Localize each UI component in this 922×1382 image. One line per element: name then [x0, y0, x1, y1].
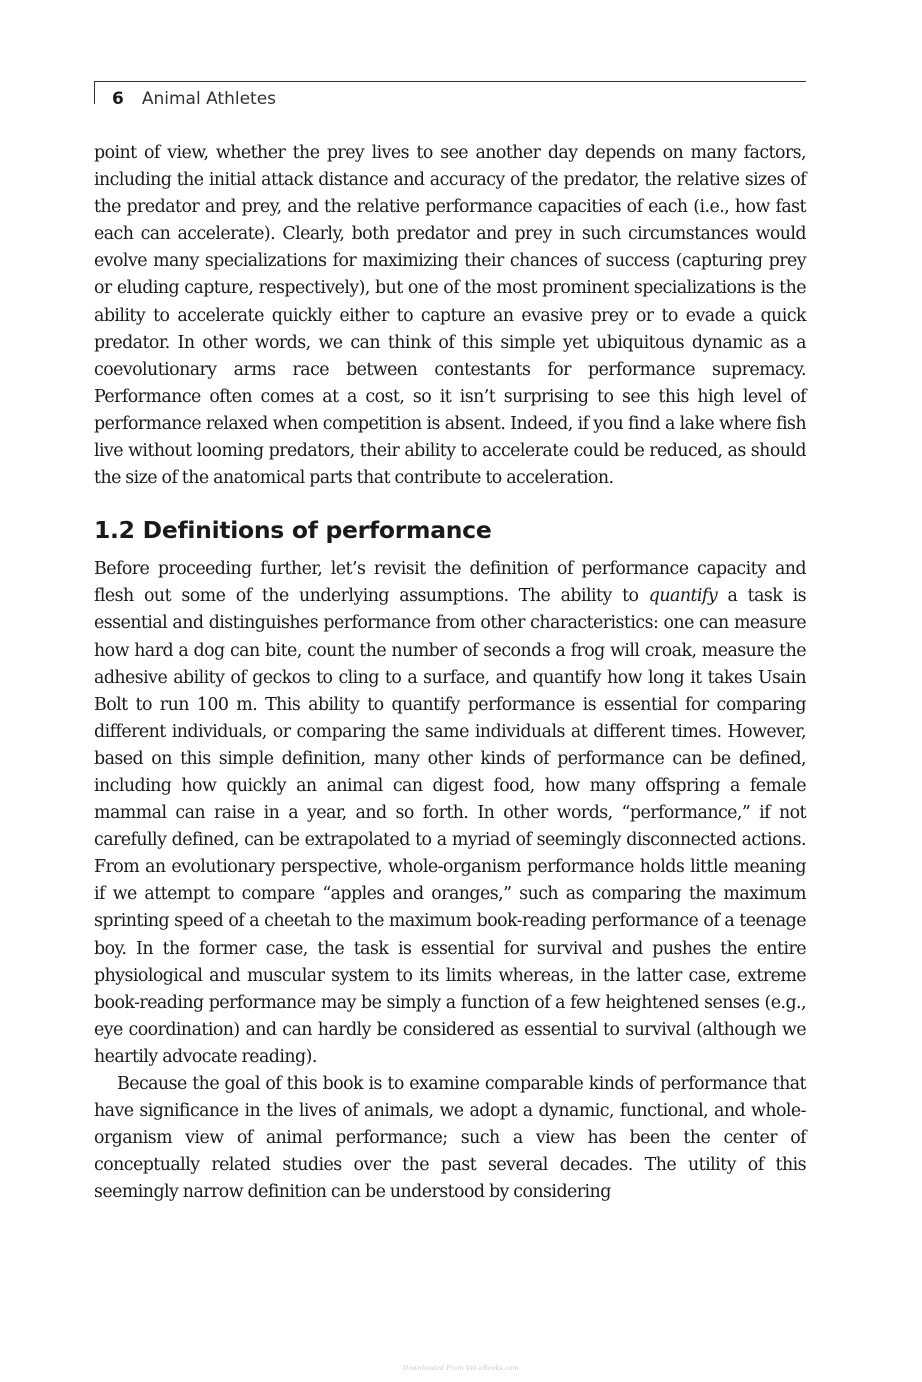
paragraph-goal: Because the goal of this book is to examine comparable kinds of performance that have significance in the lives of animals, we adopt a dynamic, functional, and whole-organism view of animal performance; such a view has been the center of conceptually related studies over the past several decades. The utility of this seemingly narrow definition can be understood by considering — [94, 1074, 806, 1203]
header-rule — [94, 81, 806, 82]
paragraph-text-end: a task is essential and distinguishes performance from other characteristics: one can measure how hard a dog can bite, count the number of seconds a frog will croak, measure the adhesive ability of geckos to cling to a surface, and quantify how long it takes Usain Bolt to run 100 m. This ability to quantify performance is essential for comparing different individuals, or comparing the same individuals at different times. However, based on this simple definition, many other kinds of performance can be defined, including how quickly an animal can digest food, how many offspring a female mammal can raise in a year, and so forth. In other words, “performance,” if not carefully defined, can be extrapolated to a myriad of seemingly disconnected actions. From an evolutionary perspective, whole-organism performance holds little meaning if we attempt to compare “apples and oranges,” such as comparing the maximum sprinting speed of a cheetah to the maximum book-reading performance of a teenage boy. In the former case, the task is essential for survival and pushes the entire physiological and muscular system to its limits whereas, in the latter case, extreme book-reading performance may be simply a function of a few heightened senses (e.g., eye coordination) and can hardly be considered as essential to survival (although we heartily advocate reading). — [94, 586, 806, 1067]
paragraph-text-start: Before proceeding further, let’s revisit the definition of performance capacity and flesh out some of the underlying assumptions. The ability to — [94, 559, 806, 607]
section-heading: 1.2 Definitions of performance — [94, 516, 492, 545]
emphasis-quantify: quantify — [648, 586, 718, 607]
download-watermark: Downloaded From Vet-eBooks.com — [403, 1365, 519, 1372]
page-body — [94, 140, 806, 1206]
paragraph-continuation: point of view, whether the prey lives to see another day depends on many factors, including the initial attack distance and accuracy of the predator, the relative sizes of the predator and prey, and the relative performance capacities of each (i.e., how fast each can accelerate). Clearly, both predator and prey in such circumstances would evolve many specializations for maximizing their chances of success (capturing prey or eluding capture, respectively), but one of the most prominent specializations is the ability to accelerate quickly either to capture an evasive prey or to evade a quick predator. In other words, we can think of this simple yet ubiquitous dynamic as a coevolutionary arms race between contestants for performance supremacy. Performance often comes at a cost, so it isn’t surprising to see this high level of performance relaxed when competition is absent. Indeed, if you find a lake where fish live without looming predators, their ability to accelerate could be reduced, as should the size of the anatomical parts that contribute to acceleration. — [94, 143, 806, 489]
running-title: Animal Athletes — [141, 89, 277, 109]
page-number: 6 — [112, 89, 124, 109]
running-head — [112, 88, 276, 110]
header-rule-vertical — [94, 81, 95, 104]
paragraph-definitions — [94, 556, 806, 1071]
